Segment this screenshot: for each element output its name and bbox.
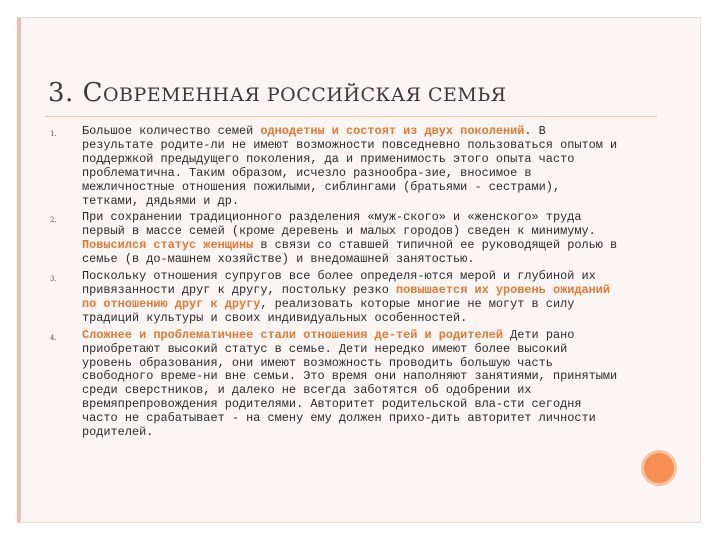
list-number: 2. <box>50 216 57 225</box>
list-item-text <box>82 211 623 267</box>
title-rest-part: ОВРЕМЕННАЯ РОССИЙСКАЯ СЕМЬЯ <box>102 84 507 106</box>
slide-title <box>48 78 507 108</box>
list-item-text <box>82 329 623 440</box>
text-highlight: повышается их уровень ожиданий по отношению друг к другу <box>82 282 611 311</box>
list-item-2 <box>48 211 623 267</box>
list-item-text <box>82 270 623 326</box>
title-first-part: 3. С <box>48 78 103 108</box>
list-item-4 <box>48 329 623 440</box>
text-highlight: Сложнее и проблематичнее стали отношения де-тей и родителей <box>82 327 503 342</box>
text-highlight: однодетны и состоят из двух поколений <box>260 124 525 138</box>
list-number: 3. <box>50 275 57 284</box>
list-number: 4. <box>50 333 57 342</box>
list-item-text <box>82 125 623 208</box>
text-plain: . В результате родите-ли не имеют возможности повседневно пользоваться опытом и поддержкой предыдущего поколения, да и применимость этого опыта часто проблематична. Таким образом, исчезло разнообра-зие, вносимое в межличностные отношения пожилыми, сиблингами (братьями - сестрами), тетками, дядьями и др. <box>82 124 618 208</box>
text-plain: Дети рано приобретают высокий статус в семье. Дети нередко имеют более высокий уровень образования, они имеют возможность проводить большую часть свободного време-ни вне семьи. Это время они наполняют занятиями, принятыми среди сверстников, и далеко не всегда заботятся об одобрении их времяпрепровождения родителями. Авторитет родительской вла-сти сегодня часто не срабатывает - на смену ему должен прихо-дить авторитет личности родителей. <box>82 327 618 440</box>
text-plain: Большое количество семей <box>82 124 261 138</box>
text-plain: Поскольку отношения супругов все более определя-ются мерой и глубиной их привязанности друг к другу, постольку резко <box>82 269 596 297</box>
list-number: 1. <box>50 130 57 138</box>
text-plain: , реализовать которые многие не могут в силу традиций культуры и своих индивидуальных особенностей. <box>82 296 575 325</box>
decorative-circle-icon <box>641 450 677 486</box>
content-list <box>48 125 623 443</box>
text-plain: При сохранении традиционного разделения «муж-ского» и «женского» труда первый в массе семей (кроме деревень и малых городов) сведен к минимуму. <box>82 210 596 239</box>
list-item-1 <box>48 125 623 208</box>
text-highlight: Повысился статус женщины <box>82 238 254 253</box>
text-plain: в связи со ставшей типичной ее руководящей ролью в семье (в до-машнем хозяйстве) и внедомашней занятостью. <box>82 238 618 267</box>
title-divider <box>45 116 657 117</box>
list-item-3 <box>48 270 623 326</box>
